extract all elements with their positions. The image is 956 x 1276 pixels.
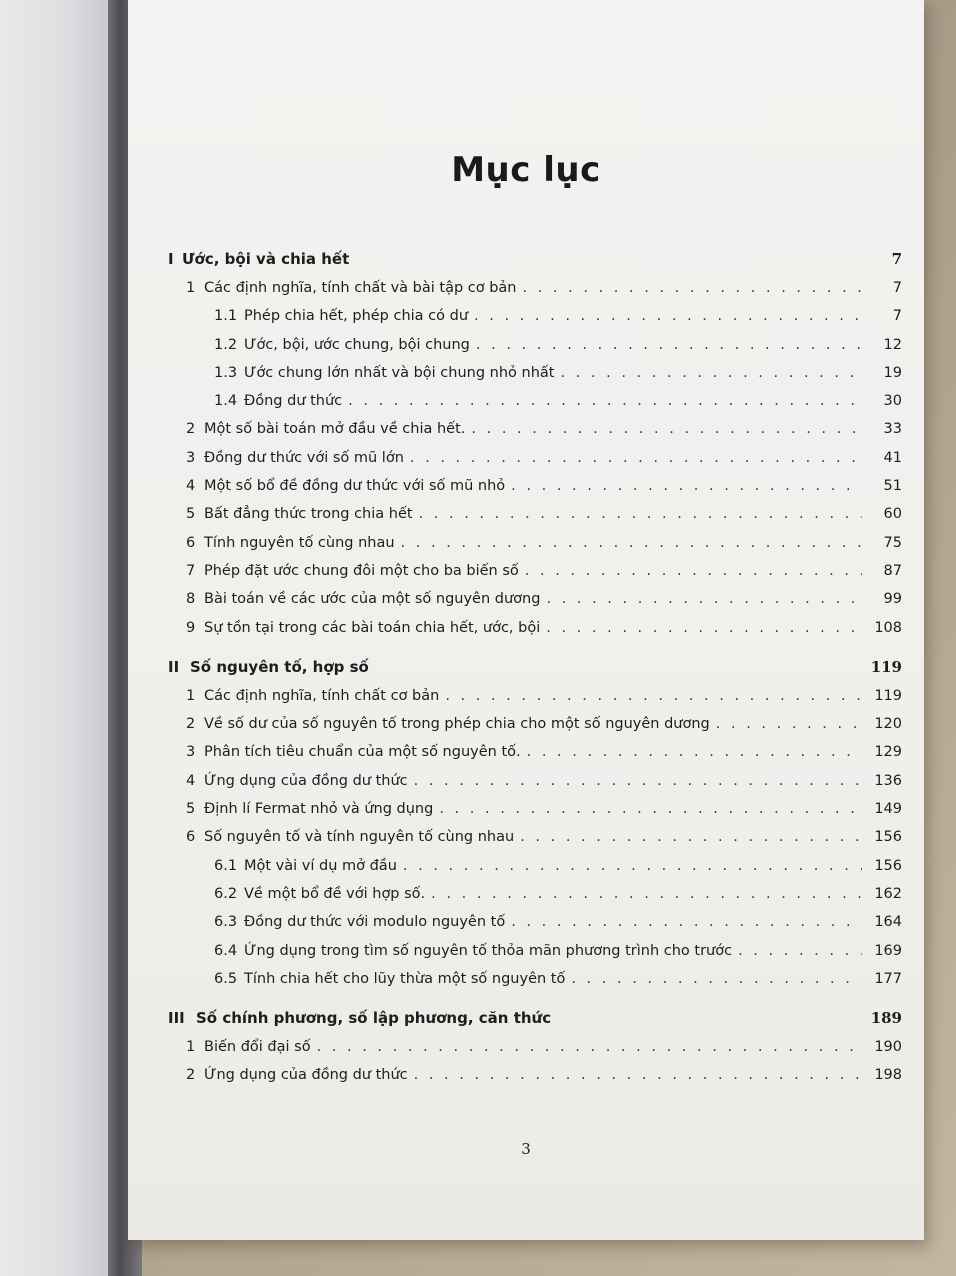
section-title: Các định nghĩa, tính chất và bài tập cơ bản [204,280,517,296]
facing-page [0,0,112,1276]
section-page-number: 7 [892,308,902,325]
section-page-number: 198 [874,1067,902,1084]
section-page-number: 119 [874,687,902,704]
toc-chapter [168,1009,902,1039]
section-number: 6 [186,829,196,846]
toc-section [168,506,902,534]
toc-section [168,280,902,308]
chapter-title: Số chính phương, số lập phương, căn thức [196,1009,552,1028]
section-number: 6 [186,534,196,551]
toc-subsection [168,308,902,336]
dot-leader [546,620,862,636]
section-number: 6.3 [214,914,238,931]
section-page-number: 7 [892,280,902,296]
section-number: 1 [186,687,196,704]
section-number: 1 [186,280,196,296]
toc-section [168,829,902,857]
section-number: 1.1 [214,308,238,325]
dot-leader [445,688,862,704]
section-number: 1.4 [214,393,238,410]
dot-leader [348,393,862,409]
toc-section [168,1039,902,1067]
table-of-contents [168,250,902,1096]
dot-leader [431,886,862,902]
section-title: Ứng dụng của đồng dư thức [204,1067,408,1084]
section-title: Một số bài toán mở đầu về chia hết. [204,421,466,438]
chapter-number: III [168,1009,185,1028]
dot-leader [419,506,862,522]
toc-section [168,535,902,563]
section-title: Tính chia hết cho lũy thừa một số nguyên tố [244,970,566,987]
section-number: 9 [186,619,196,636]
toc-subsection [168,365,902,393]
section-number: 7 [186,562,196,579]
section-title: Phép đặt ước chung đôi một cho ba biến số [204,562,519,579]
section-number: 8 [186,591,196,608]
section-number: 3 [186,449,196,466]
section-number: 1 [186,1039,196,1056]
dot-leader [523,280,863,296]
section-page-number: 75 [883,534,902,551]
section-page-number: 99 [883,591,902,608]
dot-leader [511,478,862,494]
toc-section [168,801,902,829]
toc-subsection [168,914,902,942]
section-number: 1.3 [214,364,238,381]
section-title: Ứng dụng của đồng dư thức [204,772,408,789]
toc-section [168,744,902,772]
dot-leader [571,971,862,987]
section-title: Đồng dư thức [244,393,343,410]
section-title: Đồng dư thức với số mũ lớn [204,449,404,466]
section-title: Ứng dụng trong tìm số nguyên tố thỏa mãn phương trình cho trước [244,942,733,959]
section-title: Tính nguyên tố cùng nhau [204,534,395,551]
toc-subsection [168,971,902,999]
section-title: Sự tồn tại trong các bài toán chia hết, ước, bội [204,619,541,636]
page-title: Mục lục [451,150,601,190]
section-page-number: 41 [883,449,902,466]
section-title: Biến đổi đại số [204,1039,311,1056]
section-page-number: 164 [874,914,902,931]
section-page-number: 87 [883,562,902,579]
section-title: Về một bổ đề với hợp số. [244,885,426,902]
section-page-number: 33 [883,421,902,438]
dot-leader [414,1067,862,1083]
section-title: Bài toán về các ước của một số nguyên dương [204,591,541,608]
toc-section [168,688,902,716]
chapter-title: Số nguyên tố, hợp số [190,657,369,676]
section-title: Một số bổ đề đồng dư thức với số mũ nhỏ [204,478,506,495]
section-page-number: 108 [874,619,902,636]
section-number: 6.4 [214,942,238,959]
section-page-number: 156 [874,857,902,874]
toc-subsection [168,943,902,971]
section-page-number: 120 [874,716,902,733]
toc-chapter [168,658,902,688]
dot-leader [527,744,862,760]
dot-leader [546,591,862,607]
dot-leader [716,716,862,732]
dot-leader [525,563,862,579]
toc-section [168,478,902,506]
toc-section [168,421,902,449]
section-number: 5 [186,801,196,818]
section-page-number: 156 [874,829,902,846]
section-title: Định lí Fermat nhỏ và ứng dụng [204,801,434,818]
section-title: Ước chung lớn nhất và bội chung nhỏ nhất [244,364,555,381]
chapter-number: I [168,250,174,268]
toc-section [168,563,902,591]
toc-section [168,1067,902,1095]
toc-section [168,716,902,744]
section-page-number: 149 [874,801,902,818]
section-title: Số nguyên tố và tính nguyên tố cùng nhau [204,829,515,846]
dot-leader [476,337,862,353]
dot-leader [474,308,862,324]
toc-section [168,450,902,478]
chapter-page-number: 7 [891,250,902,268]
toc-section [168,591,902,619]
dot-leader [738,943,862,959]
toc-subsection [168,337,902,365]
section-page-number: 51 [883,478,902,495]
section-title: Về số dư của số nguyên tố trong phép chia cho một số nguyên dương [204,716,710,733]
section-page-number: 162 [874,885,902,902]
toc-subsection [168,393,902,421]
toc-section [168,620,902,648]
section-number: 6.2 [214,885,238,902]
section-page-number: 177 [874,970,902,987]
dot-leader [403,858,862,874]
dot-leader [410,450,862,466]
dot-leader [414,773,862,789]
section-number: 3 [186,744,196,761]
section-number: 6.1 [214,857,238,874]
section-number: 2 [186,1067,196,1084]
section-number: 1.2 [214,336,238,353]
book-page [128,0,924,1240]
toc-subsection [168,886,902,914]
toc-chapter [168,250,902,280]
section-title: Bất đẳng thức trong chia hết [204,506,413,523]
section-title: Một vài ví dụ mở đầu [244,857,397,874]
toc-subsection [168,858,902,886]
section-title: Các định nghĩa, tính chất cơ bản [204,687,440,704]
section-title: Phép chia hết, phép chia có dư [244,308,469,325]
section-page-number: 30 [883,393,902,410]
section-page-number: 136 [874,772,902,789]
section-number: 4 [186,478,196,495]
dot-leader [401,535,862,551]
dot-leader [317,1039,862,1055]
dot-leader [471,421,862,437]
section-title: Ước, bội, ước chung, bội chung [244,336,470,353]
toc-section [168,773,902,801]
chapter-title: Ước, bội và chia hết [182,250,350,268]
page-number: 3 [521,1140,531,1158]
section-page-number: 169 [874,942,902,959]
section-page-number: 12 [883,336,902,353]
section-number: 5 [186,506,196,523]
chapter-page-number: 119 [870,657,902,676]
dot-leader [560,365,862,381]
dot-leader [439,801,862,817]
section-title: Phân tích tiêu chuẩn của một số nguyên tố. [204,744,521,761]
section-title: Đồng dư thức với modulo nguyên tố [244,914,506,931]
section-page-number: 60 [883,506,902,523]
dot-leader [520,829,862,845]
section-number: 4 [186,772,196,789]
dot-leader [511,914,862,930]
section-page-number: 129 [874,744,902,761]
section-number: 6.5 [214,970,238,987]
chapter-page-number: 189 [870,1009,902,1028]
section-page-number: 190 [874,1039,902,1056]
section-number: 2 [186,421,196,438]
chapter-number: II [168,657,180,676]
section-page-number: 19 [883,364,902,381]
section-number: 2 [186,716,196,733]
